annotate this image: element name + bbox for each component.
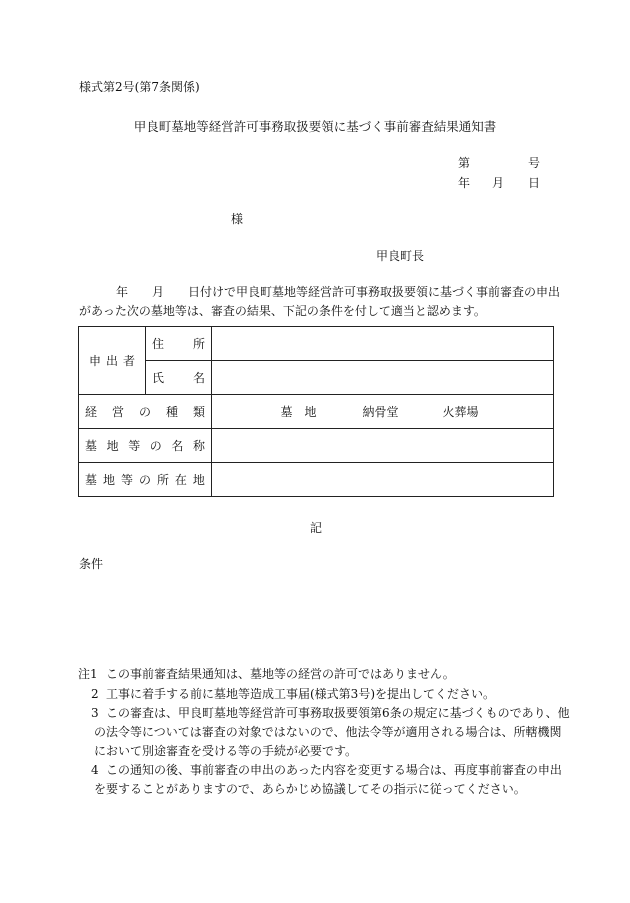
address-label-cell [146,327,212,361]
table-row-name [79,361,554,395]
note-2-number: 2 [91,687,99,701]
date-month-label: 月 [492,176,505,190]
facility-name-label-cell [79,429,212,463]
note-4-text-line2: を要することがありますので、あらかじめ協議してその指示に従ってください。 [94,782,526,796]
option-ossuary[interactable]: 納骨堂 [362,404,399,419]
body-year-label: 年 [116,285,129,299]
note-4-number: 4 [91,763,99,777]
table-row-business-type [79,395,554,429]
body-line1-text: 日付けで甲良町墓地等経営許可事務取扱要領に基づく事前審査の申出 [188,285,561,299]
note-3-text-line1: この審査は、甲良町墓地等経営許可事務取扱要領第6条の規定に基づくものであり、他 [106,706,570,720]
name-label-cell [146,361,212,395]
table-row-address [79,327,554,361]
body-month-label: 月 [152,285,165,299]
note-4-text-line1: この通知の後、事前審査の申出のあった内容を変更する場合は、再度事前審査の申出 [106,763,562,777]
body-text-line1 [116,286,560,298]
date-year-label: 年 [458,176,471,190]
business-type-label-cell [79,395,212,429]
option-crematorium[interactable]: 火葬場 [442,404,479,419]
form-number: 様式第2号(第7条関係) [79,80,200,94]
location-label-cell [79,463,212,497]
note-3-text-line2: の法令等については審査の対象ではないので、他法令等が適用される場合は、所轄機関 [94,725,562,739]
issuer-name: 甲良町長 [376,249,425,263]
number-label: 第 [458,156,471,170]
address-label: 住 所 [152,336,205,351]
location-value-cell[interactable] [212,463,554,497]
note-2-text: 工事に着手する前に墓地等造成工事届(様式第3号)を提出してください。 [106,687,496,701]
application-info-table [78,326,554,497]
document-title: 甲良町墓地等経営許可事務取扱要領に基づく事前審査結果通知書 [133,119,497,134]
address-value-cell[interactable] [212,327,554,361]
facility-name-value-cell[interactable] [212,429,554,463]
name-label: 氏 名 [152,370,205,385]
date-day-label: 日 [528,176,541,190]
business-type-options-cell[interactable] [212,395,554,429]
table-row-location [79,463,554,497]
note-1-text: この事前審査結果通知は、墓地等の経営の許可ではありません。 [106,667,455,681]
table-row-facility-name [79,429,554,463]
number-suffix: 号 [528,156,541,170]
applicant-label-cell [79,327,146,395]
note-3-text-line3: において別途審査を受ける等の手続が必要です。 [94,744,358,758]
option-cemetery[interactable]: 墓 地 [280,404,317,419]
note-1-number: 注1 [78,667,98,681]
location-label: 墓 地 等 の 所 在 地 [85,472,205,487]
body-text-line2: があった次の墓地等は、審査の結果、下記の条件を付して適当と認めます。 [79,304,486,318]
ki-heading: 記 [310,521,323,535]
applicant-label: 申 出 者 [89,353,135,368]
facility-name-label: 墓 地 等 の 名 称 [85,438,205,453]
recipient-suffix: 様 [231,212,244,226]
business-type-options [212,406,553,418]
business-type-label: 経 営 の 種 類 [85,404,205,419]
conditions-label: 条件 [79,557,104,571]
name-value-cell[interactable] [212,361,554,395]
note-3-number: 3 [91,706,99,720]
